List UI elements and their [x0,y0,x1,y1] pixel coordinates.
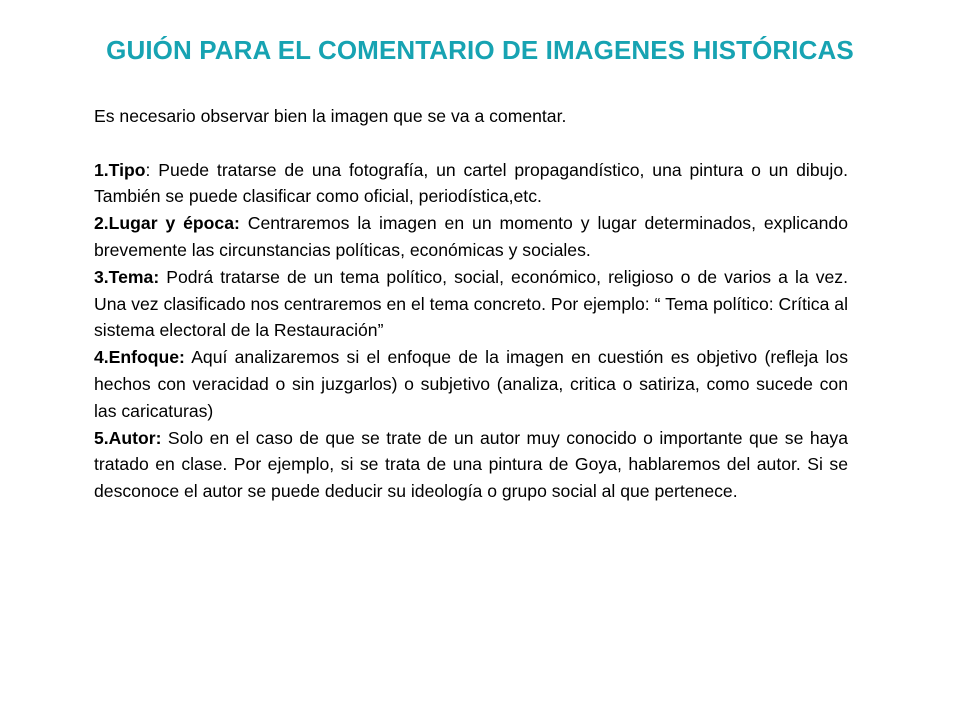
list-item-enfoque [94,344,848,424]
intro-text: Es necesario observar bien la imagen que se va a comentar. [94,106,567,126]
item-text: : Puede tratarse de una fotografía, un cartel propagandístico, una pintura o un dibujo. También se puede clasificar como oficial, periodística,etc. [94,159,848,207]
item-text: Centraremos la imagen en un momento y lugar determinados, explicando brevemente las circunstancias políticas, económicas y sociales. [94,213,848,260]
item-label: 5.Autor: [94,427,162,448]
list-item-tema [94,264,848,344]
slide-title: GUIÓN PARA EL COMENTARIO DE IMAGENES HISTÓRICAS [106,35,854,65]
item-label: 1.Tipo [94,159,146,180]
list-item-lugar-epoca [94,210,848,264]
item-label: 3.Tema: [94,266,160,287]
list-item-tipo [94,157,848,211]
item-text: Podrá tratarse de un tema político, social, económico, religioso o de varios a la vez. Una vez clasificado nos centraremos en el tema concreto. Por ejemplo: “ Tema político: Crítica al sistema electoral de la Restauración” [94,266,848,341]
item-label: 2.Lugar y época: [94,213,240,234]
list-item-autor [94,425,848,505]
slide-body [94,103,848,505]
item-text: Solo en el caso de que se trate de un autor muy conocido o importante que se haya tratado en clase. Por ejemplo, si se trata de una pintura de Goya, hablaremos del autor. Si se desconoce el autor se puede deducir su ideología o grupo social al que pertenece. [94,427,848,502]
item-text: Aquí analizaremos si el enfoque de la imagen en cuestión es objetivo (refleja los hechos con veracidad o sin juzgarlos) o subjetivo (analiza, critica o satiriza, como sucede con las caricaturas) [94,347,848,421]
item-label: 4.Enfoque: [94,347,185,368]
